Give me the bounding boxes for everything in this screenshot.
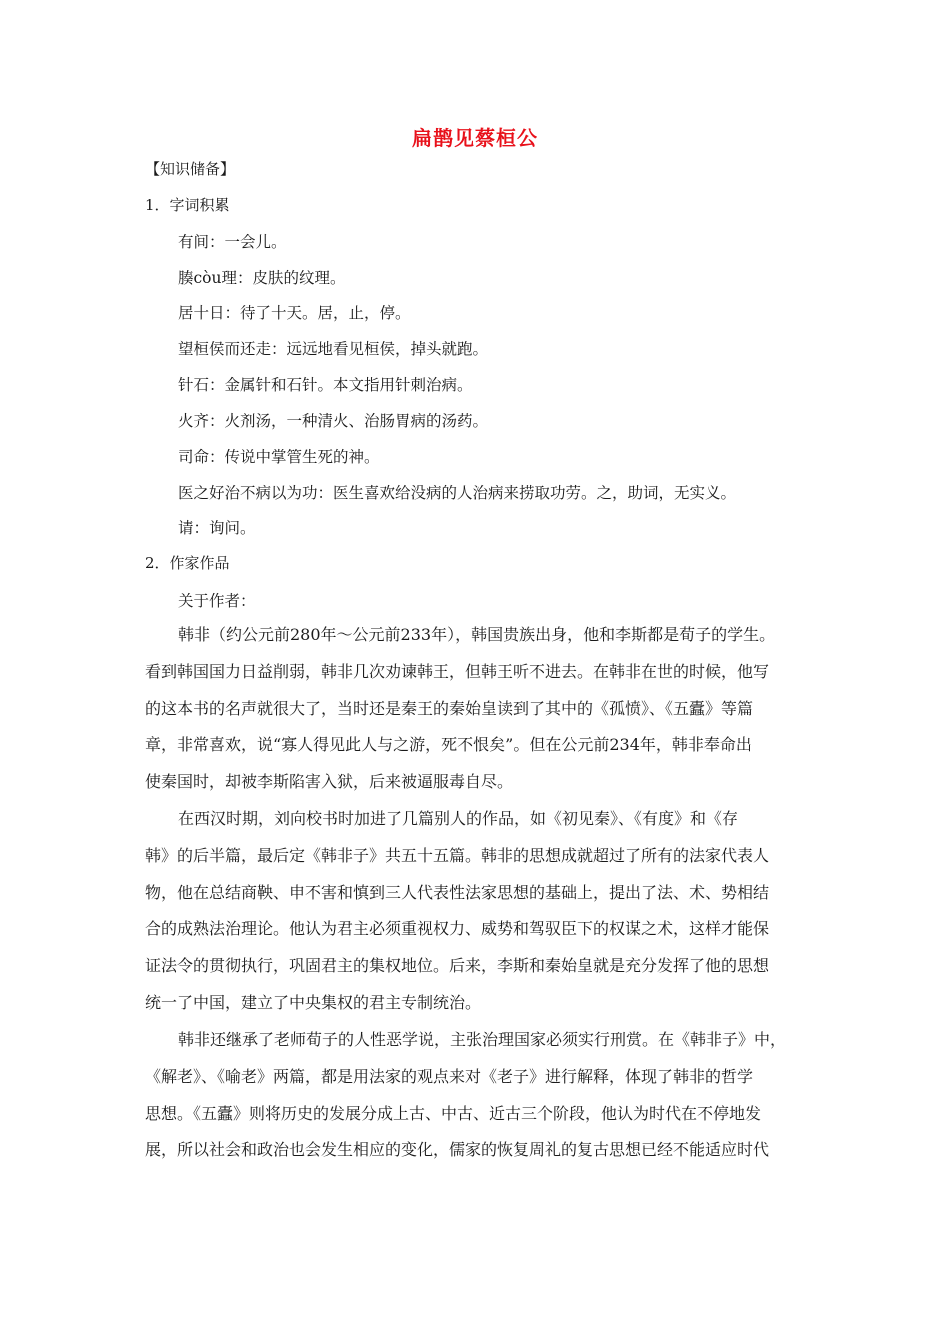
paragraph-line: 统一了中国，建立了中央集权的君主专制统治。 (145, 992, 482, 1012)
vocab-item: 请：询问。 (178, 519, 256, 537)
paragraph-line: 合的成熟法治理论。他认为君主必须重视权力、威势和驾驭臣下的权谋之术，这样才能保 (145, 919, 770, 939)
vocab-item: 腠còu理：皮肤的纹理。 (178, 269, 346, 287)
author-paragraph (145, 801, 807, 1022)
paragraph-line: 韩非还继承了老师荀子的人性恶学说，主张治理国家必须实行刑赏。在《韩非子》中， (178, 1030, 787, 1049)
about-author-label: 关于作者： (178, 592, 256, 610)
paragraph-line: 在西汉时期，刘向校书时加进了几篇别人的作品，如《初见秦》、《有度》和《存 (178, 809, 739, 828)
vocab-item: 有间：一会儿。 (178, 233, 287, 251)
paragraph-line: 的这本书的名声就很大了，当时还是秦王的秦始皇读到了其中的《孤愤》、《五蠹》等篇 (145, 698, 754, 718)
paragraph-line: 展，所以社会和政治也会发生相应的变化，儒家的恢复周礼的复古思想已经不能适应时代 (145, 1140, 770, 1160)
section1-heading: 1．字词积累 (145, 196, 230, 214)
knowledge-header: 【知识储备】 (145, 160, 236, 178)
page-title: 扁鹊见蔡桓公 (412, 126, 538, 150)
paragraph-line: 章，非常喜欢，说“寡人得见此人与之游，死不恨矣”。但在公元前234年，韩非奉命出 (145, 735, 752, 755)
vocab-item: 医之好治不病以为功：医生喜欢给没病的人治病来捞取功劳。之，助词，无实义。 (178, 484, 737, 502)
section2-heading: 2．作家作品 (145, 554, 230, 572)
vocab-item: 居十日：待了十天。居，止，停。 (178, 304, 411, 322)
vocab-item: 司命：传说中掌管生死的神。 (178, 448, 380, 466)
paragraph-line: 证法令的贯彻执行，巩固君主的集权地位。后来，李斯和秦始皇就是充分发挥了他的思想 (145, 956, 770, 976)
author-paragraph (145, 1022, 807, 1169)
vocab-item: 火齐：火剂汤，一种清火、治肠胃病的汤药。 (178, 412, 489, 430)
paragraph-line: 物，他在总结商鞅、申不害和慎到三人代表性法家思想的基础上，提出了法、术、势相结 (145, 882, 770, 902)
paragraph-line: 《解老》、《喻老》两篇，都是用法家的观点来对《老子》进行解释，体现了韩非的哲学 (145, 1066, 754, 1086)
author-paragraph (145, 617, 807, 801)
vocab-item: 针石：金属针和石针。本文指用针刺治病。 (178, 376, 473, 394)
paragraph-line: 韩》的后半篇，最后定《韩非子》共五十五篇。韩非的思想成就超过了所有的法家代表人 (145, 845, 770, 865)
paragraph-line: 看到韩国国力日益削弱，韩非几次劝谏韩王，但韩王听不进去。在韩非在世的时候，他写 (145, 661, 770, 681)
vocab-item: 望桓侯而还走：远远地看见桓侯，掉头就跑。 (178, 340, 489, 358)
paragraph-line: 思想。《五蠹》则将历史的发展分成上古、中古、近古三个阶段，他认为时代在不停地发 (145, 1103, 762, 1123)
paragraph-line: 使秦国时，却被李斯陷害入狱，后来被逼服毒自尽。 (145, 772, 514, 792)
paragraph-line: 韩非（约公元前280年～公元前233年），韩国贵族出身，他和李斯都是荀子的学生。 (178, 625, 776, 644)
